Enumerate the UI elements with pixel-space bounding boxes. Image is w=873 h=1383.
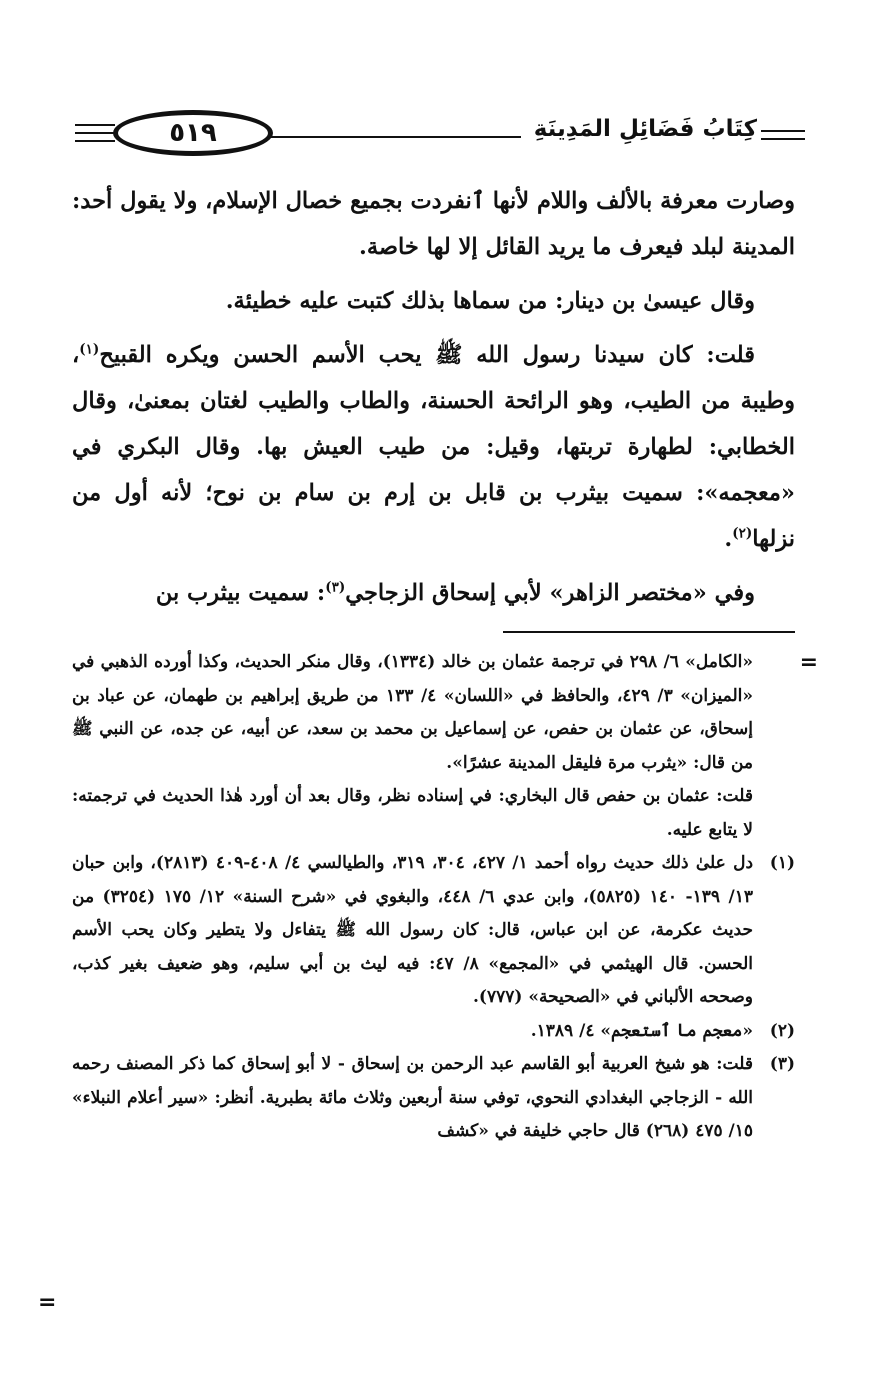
footnote-2-number: (٢) xyxy=(769,1020,795,1041)
footnote-ref-2: (٢) xyxy=(732,525,753,542)
header-rule-right-bottom xyxy=(761,138,805,140)
footnote-continuation-note: قلت: عثمان بن حفص قال البخاري: في إسناده نظر، وقال بعد أن أورد هٰذا الحديث في ترجمته: لا يتابع عليه. xyxy=(72,786,753,840)
header-rule-left-mid xyxy=(75,132,115,134)
header-rule-right-top xyxy=(761,130,805,132)
page-number xyxy=(113,110,273,156)
main-text xyxy=(72,178,795,624)
footnote-1-text: دل علىٰ ذلك حديث رواه أحمد ١/ ٤٢٧، ٣٠٤، ٣١٩، والطيالسي ٤/ ٤٠٨-٤٠٩ (٢٨١٣)، وابن حبان ١٣/ ١٣٩- ١٤٠ (٥٨٢٥)، وابن عدي ٦/ ٤٤٨، والبغوي في «شرح السنة» ١٢/ ١٧٥ (٣٢٥٤) من حديث عكرمة، عن ابن عباس، قال: كان رسول الله ﷺ يتفاءل ولا يتطير وكان يحب الأسم الحسن. قال الهيثمي في «المجمع» ٨/ ٤٧: فيه ليث بن أبي سليم، وهو ضعيف بغير كذب، وصححه الألباني في «الصحيحة» (٧٧٧). xyxy=(72,853,754,1007)
footnote-ref-3: (٣) xyxy=(325,579,346,596)
book-title: كِتَابُ فَضَائِلِ المَدِينَةِ xyxy=(533,116,757,142)
header-rule-left-top xyxy=(75,124,115,126)
footnote-2 xyxy=(72,1015,795,1049)
footnotes xyxy=(72,646,795,1149)
footnote-ref-1: (١) xyxy=(79,341,100,358)
page-number-text: ٥١٩ xyxy=(169,118,217,148)
footnote-continuation: «الكامل» ٦/ ٢٩٨ في ترجمة عثمان بن خالد (١٣٣٤)، وقال منكر الحديث، وكذا أورده الذهبي في «الميزان» ٣/ ٤٢٩، والحافظ في «اللسان» ٤/ ١٣٣ من طريق إبراهيم بن طهمان، عن عباد بن إسحاق، عن عثمان بن حفص، عن إسماعيل بن محمد بن سعد، عن أبيه، عن جده، عن النبي ﷺ من قال: «يثرب مرة فليقل المدينة عشرًا». xyxy=(72,652,753,773)
header-rule-left-bottom xyxy=(75,140,115,142)
page-header xyxy=(75,108,805,160)
footnote-3-number: (٣) xyxy=(769,1054,795,1074)
paragraph-4 xyxy=(72,570,795,616)
continuation-marker-bottom: = xyxy=(38,1290,57,1315)
paragraph-4-text: وفي «مختصر الزاهر» لأبي إسحاق الزجاجي xyxy=(345,580,755,606)
footnote-3 xyxy=(72,1048,795,1149)
footnote-1-number: (١) xyxy=(769,853,795,873)
header-rule-middle xyxy=(271,136,521,138)
footnote-2-text: «معجم ما ٱستعجم» ٤/ ١٣٨٩. xyxy=(530,1020,753,1041)
paragraph-2-text: وقال عيسىٰ بن دينار: من سماها بذلك كتبت عليه خطيئة. xyxy=(225,288,755,314)
continuation-marker-top: = xyxy=(799,650,818,675)
paragraph-3-tail: ، وطيبة من الطيب، وهو الرائحة الحسنة، والطاب والطيب لغتان بمعنىٰ، وقال الخطابي: لطهارة تربتها، وقيل: من طيب العيش بها. وقال البكري في «معجمه»: سميت بيثرب بن قابل بن إرم بن سام بن نوح؛ لأنه أول من نزلها xyxy=(72,342,795,552)
paragraph-2 xyxy=(72,278,795,324)
footnote-1 xyxy=(72,847,795,1015)
paragraph-1 xyxy=(72,178,795,270)
footnote-separator xyxy=(503,631,795,633)
paragraph-4-tail: : سميت بيثرب بن xyxy=(155,580,326,606)
paragraph-3-text: قلت: كان سيدنا رسول الله ﷺ يحب الأسم الحسن ويكره القبيح xyxy=(99,342,755,368)
footnote-3-text: قلت: هو شيخ العربية أبو القاسم عبد الرحمن بن إسحاق - لا أبو إسحاق كما ذكر المصنف رحمه الله - الزجاجي البغدادي النحوي، توفي سنة أربعين وثلاث مائة بطبرية. أنظر: «سير أعلام النبلاء» ١٥/ ٤٧٥ (٢٦٨) قال حاجي خليفة في «كشف xyxy=(72,1054,753,1141)
paragraph-3: قلت: كان سيدنا رسول الله ﷺ يحب الأسم الحسن ويكره القبيح$^{(١)}$، وطيبة من الطيب، وهو الرائحة الحسنة، والطاب والطيب لغتان بمعنىٰ، وقال الخطابي: لطهارة تربتها، وقيل: من طيب العيش بها. وقال البكري في «معجمه»: سميت بيثرب بن قابل بن إرم بن سام بن نوح؛ لأنه أول من نزلها$^{(٢)}$. xyxy=(72,341,795,552)
paragraph-1-text: وصارت معرفة بالألف واللام لأنها ٱنفردت بجميع خصال الإسلام، ولا يقول أحد: المدينة لبلد فيعرف ما يريد القائل إلا لها خاصة. xyxy=(72,188,795,260)
